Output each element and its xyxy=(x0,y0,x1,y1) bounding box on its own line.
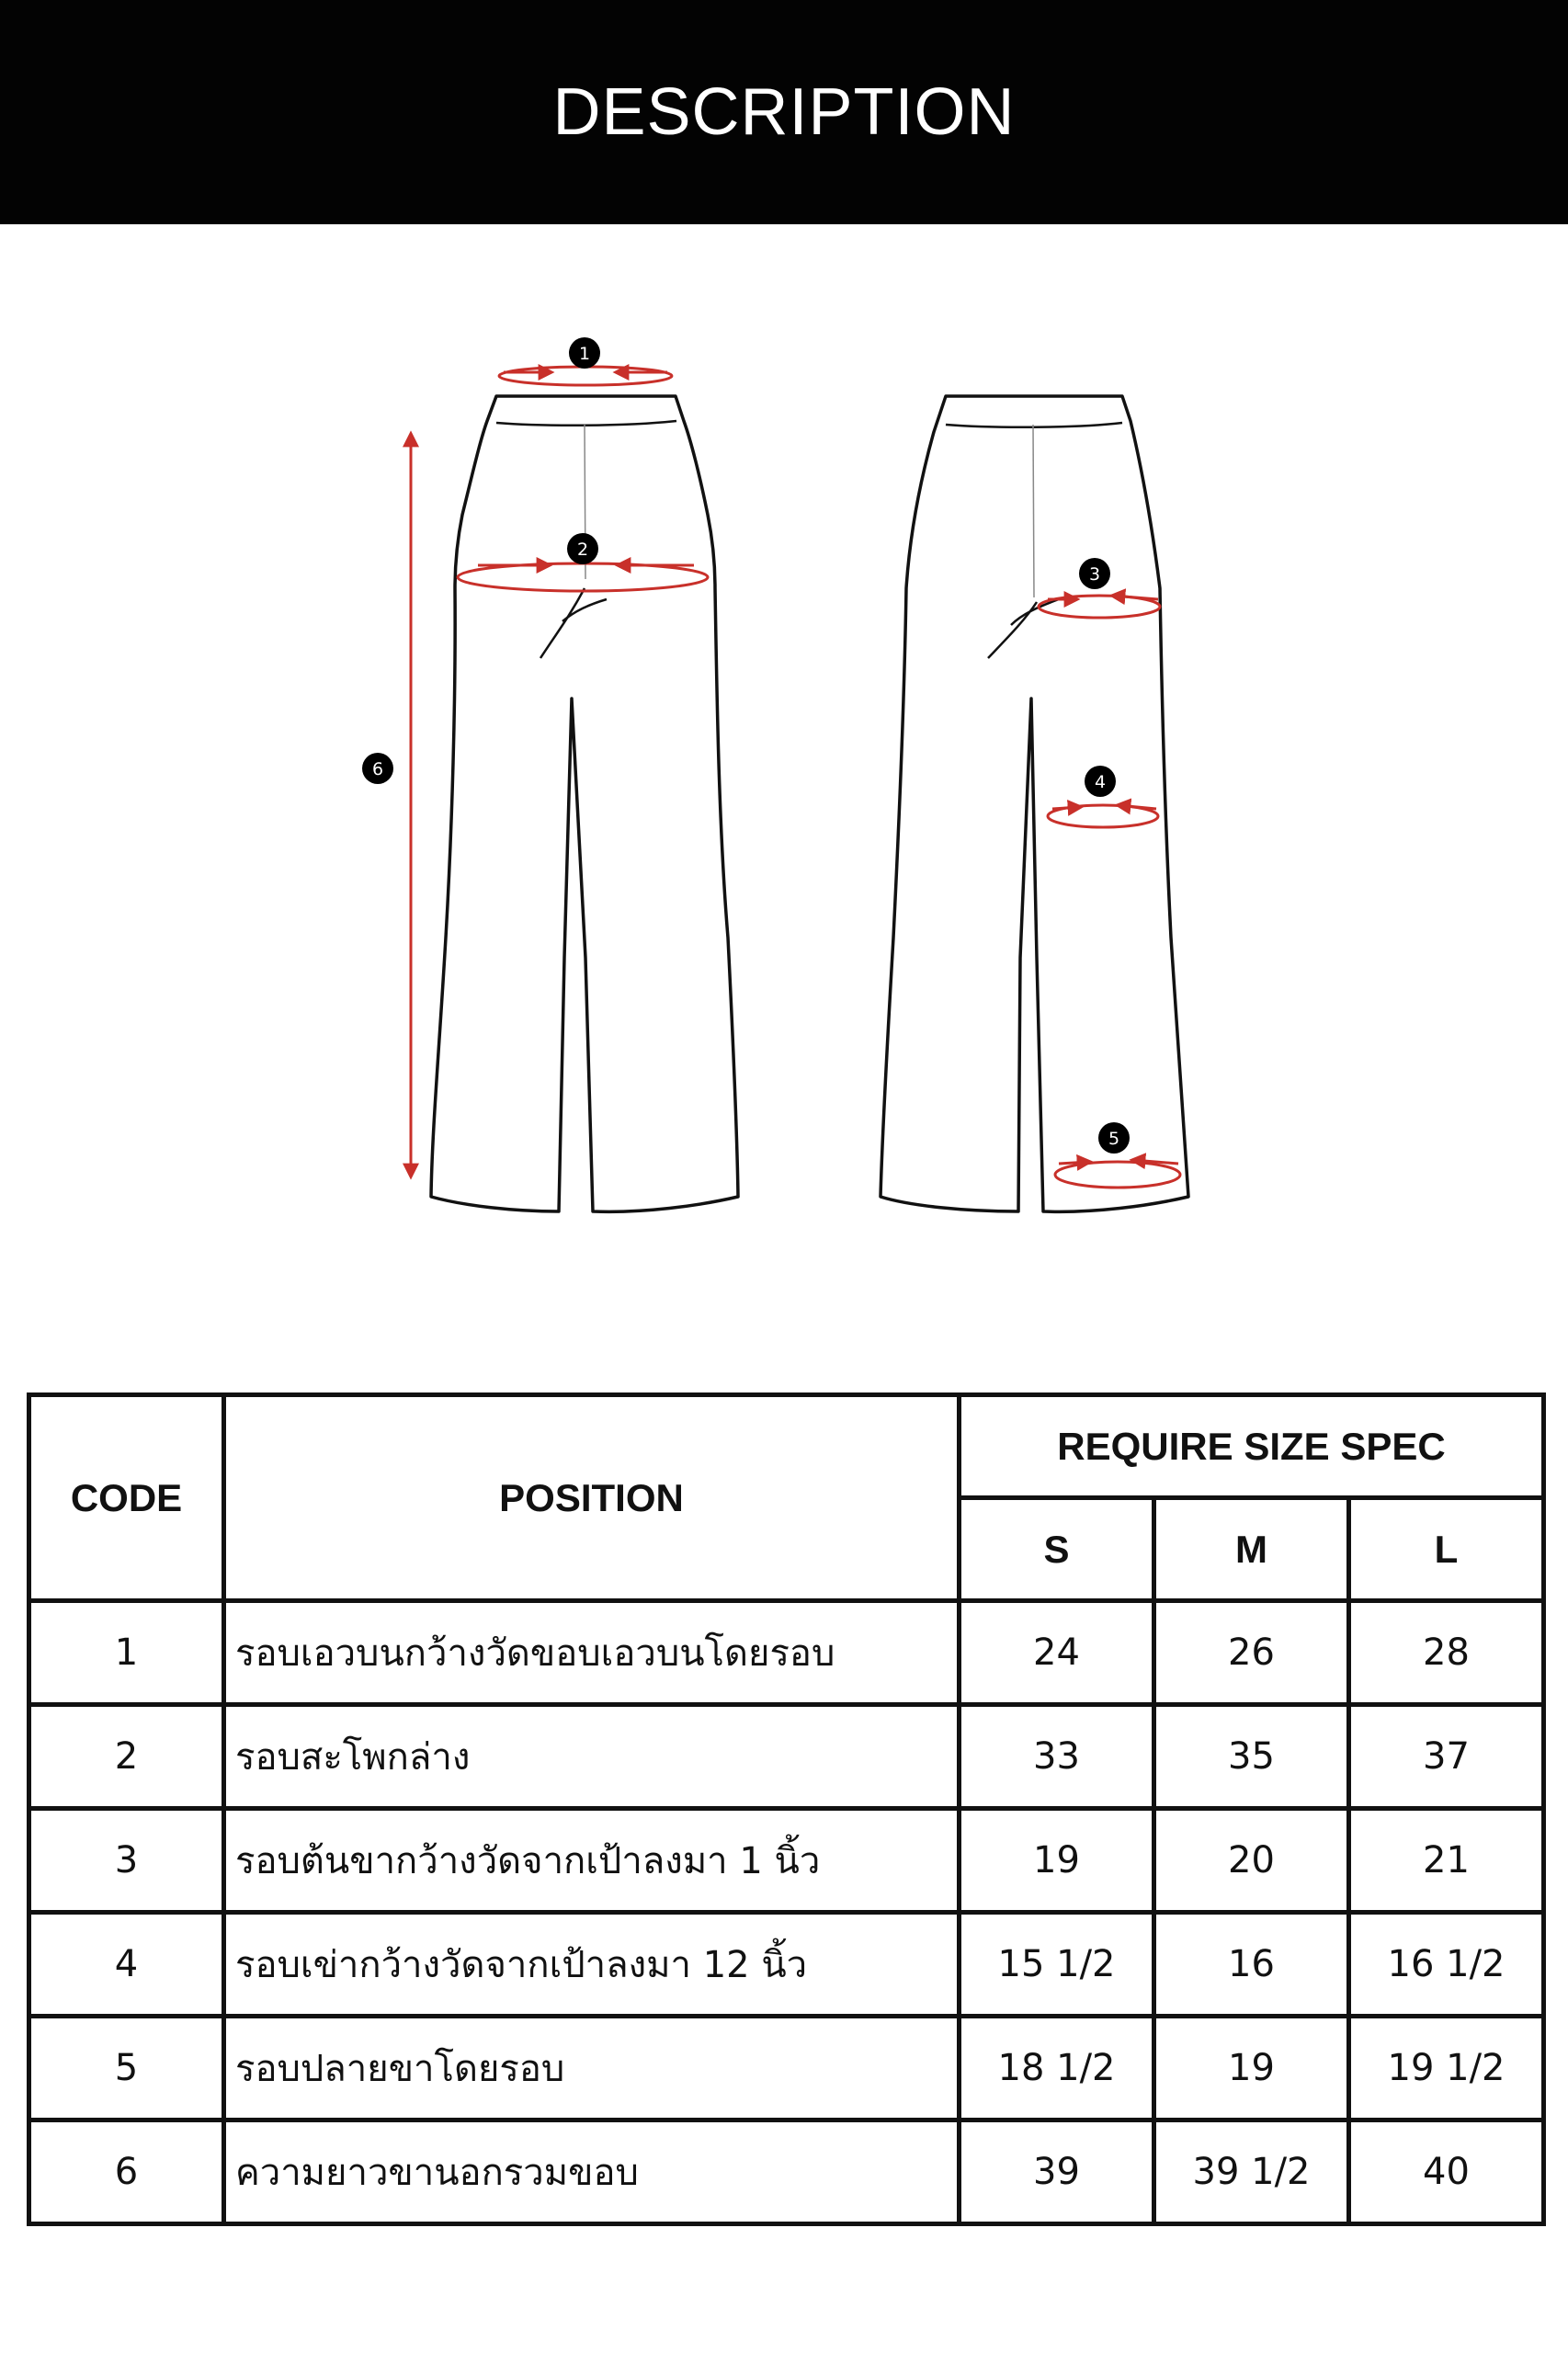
row-size-m: 35 xyxy=(1154,1705,1349,1809)
row-size-s: 15 1/2 xyxy=(960,1913,1154,2017)
row-position: ความยาวขานอกรวมขอบ xyxy=(224,2120,960,2224)
table-row xyxy=(29,1913,1544,2017)
measure-hip xyxy=(458,533,708,591)
table-header-row xyxy=(29,1395,1544,1498)
row-size-s: 39 xyxy=(960,2120,1154,2224)
row-size-l: 19 1/2 xyxy=(1349,2017,1544,2120)
marker-4-label: 4 xyxy=(1094,772,1107,792)
row-position: รอบสะโพกล่าง xyxy=(224,1705,960,1809)
row-position: รอบต้นขากว้างวัดจากเป้าลงมา 1 นิ้ว xyxy=(224,1809,960,1913)
row-size-m: 39 1/2 xyxy=(1154,2120,1349,2224)
row-size-s: 18 1/2 xyxy=(960,2017,1154,2120)
marker-6-label: 6 xyxy=(371,759,384,779)
row-position: รอบเข่ากว้างวัดจากเป้าลงมา 12 นิ้ว xyxy=(224,1913,960,2017)
front-view-pants xyxy=(431,396,738,1211)
marker-1-label: 1 xyxy=(578,344,591,364)
row-code: 5 xyxy=(29,2017,224,2120)
row-code: 4 xyxy=(29,1913,224,2017)
table-row xyxy=(29,2017,1544,2120)
measure-length xyxy=(362,434,411,1176)
row-code: 2 xyxy=(29,1705,224,1809)
back-view-pants xyxy=(881,396,1188,1211)
row-size-s: 24 xyxy=(960,1601,1154,1705)
row-position: รอบปลายขาโดยรอบ xyxy=(224,2017,960,2120)
row-size-s: 19 xyxy=(960,1809,1154,1913)
row-size-m: 16 xyxy=(1154,1913,1349,2017)
size-spec-table xyxy=(27,1392,1546,2226)
table-row xyxy=(29,2120,1544,2224)
size-header-m: M xyxy=(1154,1498,1349,1601)
row-size-l: 37 xyxy=(1349,1705,1544,1809)
row-code: 3 xyxy=(29,1809,224,1913)
measure-hem xyxy=(1055,1122,1180,1188)
table-row xyxy=(29,1601,1544,1705)
table-row xyxy=(29,1809,1544,1913)
marker-5-label: 5 xyxy=(1108,1129,1120,1149)
marker-2-label: 2 xyxy=(576,540,589,560)
row-size-l: 40 xyxy=(1349,2120,1544,2224)
row-size-m: 20 xyxy=(1154,1809,1349,1913)
position-header: POSITION xyxy=(224,1395,960,1601)
measure-thigh xyxy=(1039,558,1160,618)
measure-waist xyxy=(499,337,672,385)
pants-diagram xyxy=(0,224,1568,1327)
row-code: 6 xyxy=(29,2120,224,2224)
row-size-l: 21 xyxy=(1349,1809,1544,1913)
size-header-s: S xyxy=(960,1498,1154,1601)
measure-knee xyxy=(1048,766,1158,827)
row-position: รอบเอวบนกว้างวัดขอบเอวบนโดยรอบ xyxy=(224,1601,960,1705)
marker-3-label: 3 xyxy=(1088,564,1101,585)
table-row xyxy=(29,1705,1544,1809)
row-size-m: 26 xyxy=(1154,1601,1349,1705)
size-header-l: L xyxy=(1349,1498,1544,1601)
page-title: DESCRIPTION xyxy=(552,75,1016,149)
spec-header: REQUIRE SIZE SPEC xyxy=(960,1395,1544,1498)
row-size-m: 19 xyxy=(1154,2017,1349,2120)
code-header: CODE xyxy=(29,1395,224,1601)
row-size-l: 16 1/2 xyxy=(1349,1913,1544,2017)
row-code: 1 xyxy=(29,1601,224,1705)
header-bar xyxy=(0,0,1568,224)
row-size-l: 28 xyxy=(1349,1601,1544,1705)
row-size-s: 33 xyxy=(960,1705,1154,1809)
